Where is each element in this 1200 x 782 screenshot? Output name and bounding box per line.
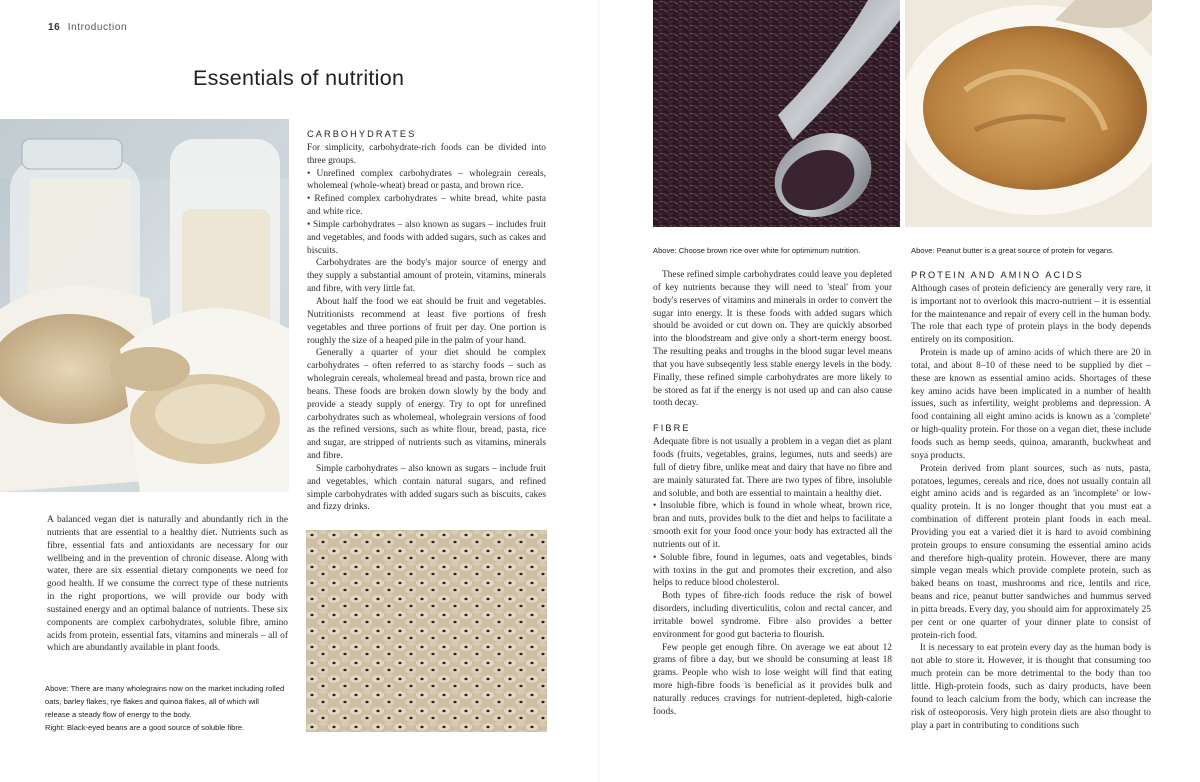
fibre-paragraph: Few people get enough fibre. On average we eat about 12 grams of fibre a day, but we should be consuming at least 18 grams. People who wish to lose weight will find that eating more high-fibre foods is beneficial as it provides bulk and naturally reduces cravings for nutrient-depleted, high-calorie foods.: [653, 642, 892, 717]
carb-bullet: • Simple carbohydrates – also known as sugars – includes fruit and vegetables, and foods with added sugars, such as cakes and biscuits.: [307, 219, 546, 256]
protein-paragraph: Protein is made up of amino acids of which there are 20 in total, and about 8–10 of these need to be supplied by diet – these are known as essential amino acids. Shortages of these key amino acids have been implicated in a number of health issues, such as infertility, weight problems and depression. A food containing all eight amino acids is known as a 'complete' or high-quality protein. For those on a vegan diet, these include foods such as hemp seeds, quinoa, amaranth, buckwheat and soya products.: [911, 348, 1151, 461]
peanut-butter-bowl-photo: [905, 0, 1152, 227]
protein-paragraph: Although cases of protein deficiency are generally very rare, it is important not to overlook this macro-nutrient – it is essential for the maintenance and repair of every cell in the human body. The role that each type of protein plays in the body depends entirely on its composition.: [911, 283, 1151, 346]
fibre-heading: FIBRE: [653, 423, 691, 434]
intro-text: [47, 514, 288, 655]
carb-paragraph: For simplicity, carbohydrate-rich foods can be divided into three groups.: [307, 142, 546, 166]
fibre-bullet: • Insoluble fibre, which is found in whole wheat, brown rice, bran and nuts, provides bulk to the diet and helps to facilitate a smooth exit for your food once your body has extracted all the nutrients out of it.: [653, 501, 892, 550]
caption-peanut-butter: Above: Peanut butter is a great source of protein for vegans.: [911, 246, 1115, 255]
jars-of-wholegrains-photo: [0, 119, 289, 492]
section-spacer: [653, 410, 892, 422]
fibre-paragraph: Adequate fibre is not usually a problem in a vegan diet as plant foods (fruits, vegetables, grains, legumes, nuts and seeds) are full of dietry fibre, unlike meat and dairy that have no fibre and are mainly saturated fat. There are two types of fibre, insoluble and soluble, and both are essential to maintain a healthy diet.: [653, 437, 892, 499]
carb-continued-paragraph: These refined simple carbohydrates could leave you depleted of key nutrients because they will need to 'steal' from your body's reserves of vitamins and minerals in order to convert the sugar into energy. It is these foods with added sugars which should be avoided or cut down on. They are quickly absorbed into the bloodstream and give only a short-term energy boost. The resulting peaks and troughs in the blood sugar level means that you have subseqently less stable energy levels in the body. Finally, these refined simple carbohydrates are more likely to be stored as fat if the energy is not used up and can also cause tooth decay.: [653, 270, 892, 409]
fibre-column: [653, 269, 892, 719]
carb-paragraph: Simple carbohydrates – also known as sugars – include fruit and vegetables, which contain natural sugars, and refined simple carbohydrates with added sugars such as biscuits, cakes and fizzy drinks.: [307, 463, 546, 513]
carb-paragraph: Generally a quarter of your diet should be complex carbohydrates – often referred to as starchy foods – such as wholegrain cereals, wholemeal bread and pasta, brown rice and beans. These foods are broken down slowly by the body and provide a steady supply of energy. Try to opt for unrefined carbohydrates such as wholemeal, wholegrain versions of food as the refined versions, such as white flour, bread, pasta, rice and sugar, are stripped of nutrients such as vitamins, minerals and fibre.: [307, 348, 546, 462]
fibre-paragraph: Both types of fibre-rich foods reduce the risk of bowel disorders, including diverticulitis, colon and rectal cancer, and irritable bowel syndrome. Fibre also provides a better environment for good gut bacteria to flourish.: [653, 591, 892, 640]
black-eyed-beans-photo: [306, 530, 547, 732]
carb-paragraph: About half the food we eat should be fruit and vegetables. Nutritionists recommend at least five portions of fresh vegetables and three portions of fruit per day. One portion is roughly the size of a heaped pile in the palm of your hand.: [307, 296, 546, 346]
protein-heading: PROTEIN AND AMINO ACIDS: [911, 270, 1084, 280]
caption-beans: Right: Black-eyed beans are a good source of soluble fibre.: [45, 723, 245, 732]
carbohydrates-heading: CARBOHYDRATES: [307, 129, 417, 139]
page-title: Essentials of nutrition: [193, 66, 405, 90]
page-gutter: [598, 0, 600, 782]
intro-paragraph: A balanced vegan diet is naturally and abundantly rich in the nutrients that are essential to a healthy diet. Nutrients such as fibre, essential fats and antioxidants are necessary for our wellbeing and in the prevention of chronic disease. Along with water, there are six essential dietary components we need for good health. If we consume the correct type of these nutrients in the right proportions, we will provide our body with sustained energy and an optimal balance of nutrients. These six components are complex carbohydrates, soluble fibre, amino acids from protein, essential fats, vitamins and minerals – all of which are abundantly available in plant foods.: [47, 515, 288, 654]
carb-bullet: • Refined complex carbohydrates – white bread, white pasta and white rice.: [307, 194, 546, 218]
left-page-captions: [45, 682, 285, 734]
caption-jars: Above: There are many wholegrains now on the market including rolled oats, barley flakes, rye flakes and quinoa flakes, all of which will release a steady flow of energy to the body.: [45, 684, 285, 719]
caption-rice: Above: Choose brown rice over white for optimimum nutrition.: [653, 246, 861, 255]
running-header: [48, 22, 127, 33]
protein-paragraph: Protein derived from plant sources, such as nuts, pasta, potatoes, legumes, cereals and rice, does not usually contain all eight amino acids and is regarded as an 'incomplete' or low-quality protein. It is no longer thought that you must eat a combination of different protein plant foods in each meal. Providing you eat a varied diet it is hard to avoid combining protein groups to ensure consuming the essential amino acids and therefore high-quality protein. However, there are many simple vegan meals which provide complete protein, such as baked beans on toast, mushrooms and rice, lentils and rice, beans and rice, peanut butter sandwiches and hummus served in pitta breads. Every day, you should aim for approximately 25 per cent or one quarter of your dinner plate to consist of protein-rich food.: [911, 463, 1151, 641]
protein-column: [911, 269, 1151, 732]
section-name: Introduction: [67, 22, 128, 33]
carb-paragraph: Carbohydrates are the body's major source of energy and they supply a substantial amount of protein, vitamins, minerals and fibre, with very little fat.: [307, 258, 546, 295]
page-number: 16: [48, 22, 61, 33]
carbohydrates-section: [307, 128, 546, 514]
brown-rice-with-scoop-photo: [653, 0, 900, 227]
protein-paragraph: It is necessary to eat protein every day as the human body is not able to store it. However, it is thought that consuming too much protein can be more detrimental to the body than too little. High-protein foods, such as dairy products, have been found to leach calcium from the body, which can increase the risk of osteoporosis. Very high protein diets are also thought to play a part in contributing to conditions such: [911, 643, 1151, 731]
carb-bullet: • Unrefined complex carbohydrates – wholegrain cereals, wholemeal (whole-wheat) bread or pasta, and brown rice.: [307, 168, 546, 192]
fibre-bullet: • Soluble fibre, found in legumes, oats and vegetables, binds with toxins in the gut and promotes their excretion, and also helps to reduce blood cholesterol.: [653, 552, 892, 589]
